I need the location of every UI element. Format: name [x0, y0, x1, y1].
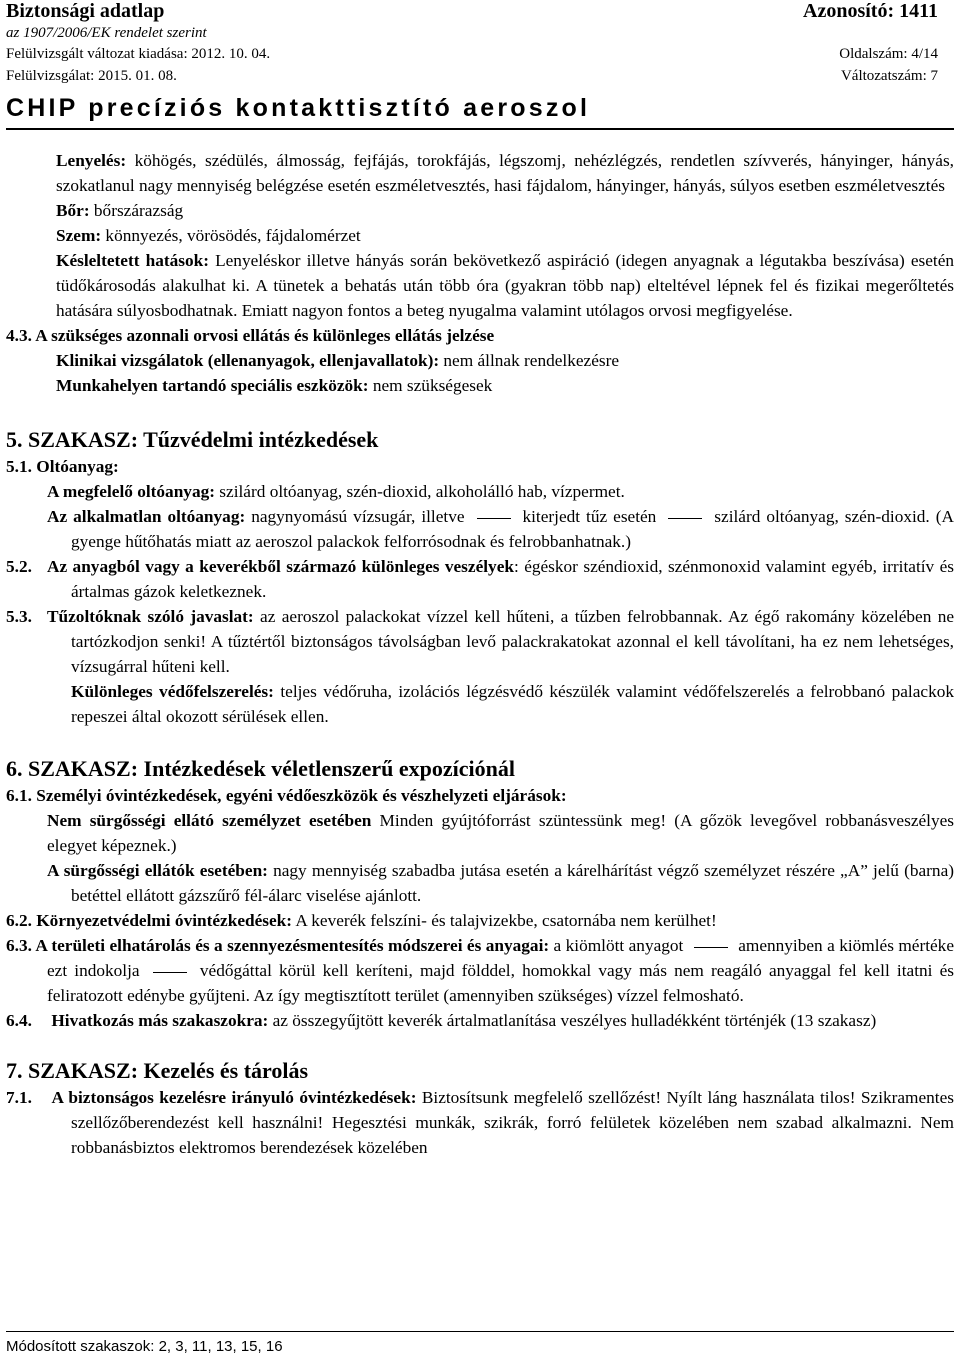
subsection-5-1-title: 5.1. Oltóanyag:: [6, 457, 119, 476]
subsection-5-3: 5.3. Tűzoltóknak szóló javaslat: az aeroszol palackokat vízzel kell hűteni, a tűzben felrobbannak. Az égő rakomány közelében ne tartózkodjon senki! A tűztértől biztonságos távolságban levő palackrakatokat azonnal el kell távolítani, ha ez nem lehetséges, vízsugárral hűteni kell.: [6, 607, 955, 676]
page-number: Oldalszám: 4/14: [839, 46, 938, 62]
subsection-6-1-title: 6.1. Személyi óvintézkedések, egyéni védőeszközök és vészhelyzeti eljárások:: [6, 786, 567, 805]
subsection-5-2: 5.2. Az anyagból vagy a keverékből származó különleges veszélyek: égéskor széndioxid, szénmonoxid valamint egyéb, irritatív és ártalmas gázok keletkeznek.: [6, 557, 955, 601]
section-7-heading: 7. SZAKASZ: Kezelés és tárolás: [6, 1058, 309, 1083]
subsection-6-3: 6.3. A területi elhatárolás és a szennyezésmentesítés módszerei és anyagai: a kiömlött anyagot amennyiben a kiömlés mértéke ezt indokolja védőgáttal körül kell keríteni, majd földdel, homokkal vagy más nem reagáló anyaggal fel kell itatni és feliratozott edénybe gyűjteni. Az így megtisztított terület (amennyiben szükséges) vízzel felmosható.: [6, 936, 954, 1005]
footer-divider: [6, 1331, 954, 1332]
special-tools-paragraph: Munkahelyen tartandó speciális eszközök: nem szükségesek: [56, 376, 493, 395]
ingestion-paragraph: Lenyelés: köhögés, szédülés, álmosság, fejfájás, torokfájás, légszomj, nehézlégzés, rendetlen szívverés, hányinger, hányás, szokatlanul nagy mennyiség belégzése esetén eszméletvesztés, hasi fájdalom, hányinger, hányás, súlyos esetben eszméletvesztés: [56, 151, 954, 195]
eye-paragraph: Szem: könnyezés, vörösödés, fájdalomérzet: [56, 226, 361, 245]
subsection-7-1: 7.1. A biztonságos kezelésre irányuló óvintézkedések: Biztosítsunk megfelelő szellőzést! Nyílt láng használata tilos! Szikramentes szellőzőberendezést kell használni! Hegesztési munkák, szikrák, forró felületek közelében nem szabad alkalmazni. Nem robbanásbiztos elektromos berendezések közelében: [6, 1088, 955, 1157]
em-dash: [153, 972, 187, 973]
non-emergency-paragraph: Nem sürgősségi ellátó személyzet esetében Minden gyújtóforrást szüntessünk meg! (A gőzök levegővel robbanásveszélyes elegyet képeznek.): [47, 811, 954, 855]
emergency-paragraph: A sürgősségi ellátók esetében: nagy mennyiség szabadba jutása esetén a kárelhárítást végző személyzet részére „A” jelű (barna) betéttel ellátott gázszűrő fél-álarc viselése ajánlott.: [47, 861, 954, 905]
clinical-tests-paragraph: Klinikai vizsgálatok (ellenanyagok, ellenjavallatok): nem állnak rendelkezésre: [56, 351, 620, 370]
document-body: [6, 148, 954, 1160]
review-date: Felülvizsgálat: 2015. 01. 08.: [6, 68, 177, 84]
skin-paragraph: Bőr: bőrszárazság: [56, 201, 184, 220]
special-ppe-paragraph: Különleges védőfelszerelés: teljes védőruha, izolációs légzésvédő készülék valamint védőfelszerelés a felrobbanó palackok repeszei által okozott sérülések ellen.: [71, 682, 954, 726]
em-dash: [694, 947, 728, 948]
change-number: Változatszám: 7: [840, 68, 938, 84]
unsuitable-media-paragraph: Az alkalmatlan oltóanyag: nagynyomású vízsugár, illetve kiterjedt tűz esetén szilárd oltóanyag, szén-dioxid. (A gyenge hűtőhatás miatt az aeroszol palackok felforrósodnak és felrobbanhatnak.): [47, 507, 954, 551]
document-header: [6, 0, 938, 23]
section-5-heading: 5. SZAKASZ: Tűzvédelmi intézkedések: [6, 427, 379, 452]
suitable-media-paragraph: A megfelelő oltóanyag: szilárd oltóanyag, szén-dioxid, alkoholálló hab, vízpermet.: [47, 482, 625, 501]
doc-id: Azonosító: 1411: [803, 0, 938, 22]
header-divider: [6, 128, 954, 130]
delayed-effects-paragraph: Késleltetett hatások: Lenyeléskor illetve hányás során bekövetkező aspiráció (idegen anyagnak a légutakba beszívása) esetén tüdőkárosodás alakulhat ki. A tünetek a behatás után több óra (gyakran több nap) elteltével lépnek fel és fizikai megerőltetés hatására súlyosbodhatnak. Emiatt nagyon fontos a beteg nyugalma valamint utólagos orvosi megfigyelése.: [56, 251, 955, 320]
modified-sections-footer: Módosított szakaszok: 2, 3, 11, 13, 15, 16: [6, 1338, 283, 1355]
section-6-heading: 6. SZAKASZ: Intézkedések véletlenszerű expozíciónál: [6, 756, 516, 781]
subsection-6-2: 6.2. Környezetvédelmi óvintézkedések: A keverék felszíni- és talajvizekbe, csatornába nem kerülhet!: [6, 911, 717, 930]
subsection-6-4: 6.4. Hivatkozás más szakaszokra: az összegyűjtött keverék ártalmatlanítása veszélyes hulladékként történjék (13 szakasz): [6, 1011, 877, 1030]
section-4-continued: [6, 148, 954, 323]
em-dash: [668, 518, 702, 519]
product-name: CHIP precíziós kontakttisztító aeroszol: [6, 94, 591, 122]
doc-type-title: Biztonsági adatlap: [6, 0, 165, 22]
regulation-note: az 1907/2006/EK rendelet szerint: [6, 25, 207, 41]
revised-issue: Felülvizsgált változat kiadása: 2012. 10. 04.: [6, 46, 271, 62]
em-dash: [477, 518, 511, 519]
subsection-4-3-title: 4.3. A szükséges azonnali orvosi ellátás és különleges ellátás jelzése: [6, 326, 495, 345]
